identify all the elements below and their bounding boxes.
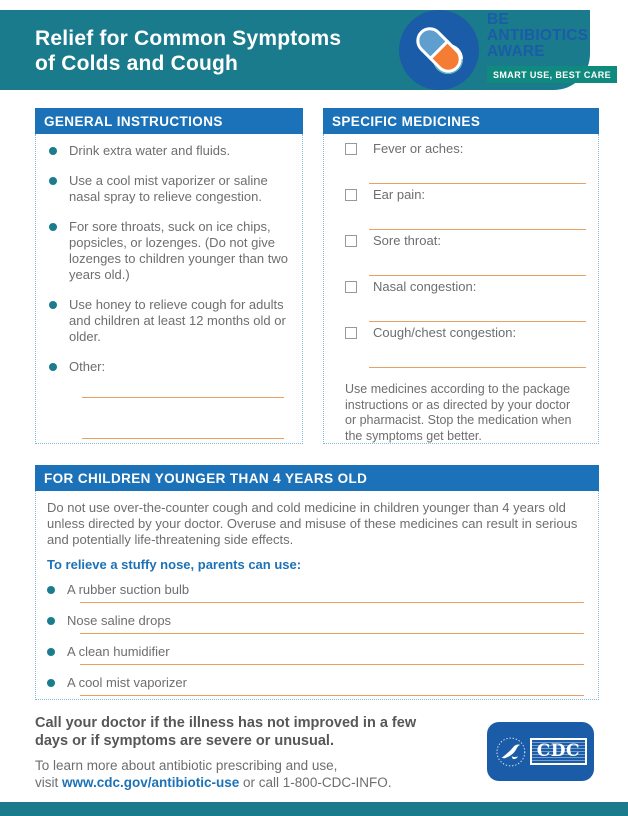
other-write-in-line[interactable]	[82, 397, 284, 398]
bullet-icon	[49, 363, 57, 371]
bullet-icon	[47, 586, 55, 594]
list-item-label: A rubber suction bulb	[67, 582, 190, 597]
page-title-line1: Relief for Common Symptoms	[35, 27, 342, 50]
medicine-write-in-line[interactable]	[369, 229, 586, 230]
list-item	[49, 173, 292, 205]
children-section-box	[35, 491, 599, 700]
list-item-label: Use honey to relieve cough for adults and children at least 12 months old or older.	[69, 297, 286, 344]
cdc-logo-text: CDC	[530, 738, 587, 765]
page-title-line2: of Colds and Cough	[35, 51, 239, 75]
general-instructions-section	[35, 108, 303, 444]
medicine-label: Nasal congestion:	[373, 279, 477, 294]
learn-more-line1: To learn more about antibiotic prescribing and use,	[35, 758, 338, 773]
bullet-icon	[47, 617, 55, 625]
checkbox[interactable]	[345, 281, 357, 293]
bullet-icon	[49, 147, 57, 155]
medicine-label: Ear pain:	[373, 187, 426, 202]
list-item-label: For sore throats, suck on ice chips, popsicles, or lozenges. (Do not give lozenges to children younger than two years old.)	[69, 219, 288, 282]
bullet-icon	[47, 679, 55, 687]
learn-more-text	[35, 758, 447, 791]
cdc-antibiotic-use-link[interactable]: www.cdc.gov/antibiotic-use	[62, 774, 240, 790]
general-instructions-box	[35, 134, 303, 444]
medicine-write-in-line[interactable]	[369, 183, 586, 184]
page-title	[35, 27, 341, 77]
logo-line-aware: AWARE	[487, 42, 545, 60]
list-item	[47, 582, 586, 603]
write-in-line[interactable]	[80, 633, 584, 634]
medicine-item	[345, 141, 586, 187]
visit-prefix: visit	[35, 774, 62, 790]
medicine-label: Fever or aches:	[373, 141, 464, 156]
medicines-note: Use medicines according to the package instructions or as directed by your doctor or pharmacist. Stop the medication when the symptoms get better.	[345, 382, 572, 443]
list-item	[49, 143, 292, 159]
logo-wordmark	[487, 12, 588, 59]
specific-medicines-section	[323, 108, 599, 444]
stuffy-nose-subheading: To relieve a stuffy nose, parents can use:	[47, 557, 302, 572]
general-instructions-header: GENERAL INSTRUCTIONS	[35, 108, 303, 134]
write-in-line[interactable]	[80, 695, 584, 696]
other-write-in-line[interactable]	[82, 438, 284, 439]
list-item	[49, 219, 292, 283]
children-section-header: FOR CHILDREN YOUNGER THAN 4 YEARS OLD	[35, 465, 599, 491]
cdc-logo	[487, 722, 594, 781]
write-in-line[interactable]	[80, 602, 584, 603]
hhs-eagle-icon	[494, 730, 528, 774]
logo-line-antibiotics: ANTIBIOTICS	[487, 26, 589, 44]
medicine-write-in-line[interactable]	[369, 367, 586, 368]
specific-medicines-box	[323, 134, 599, 444]
medicine-label: Cough/chest congestion:	[373, 325, 517, 340]
bullet-icon	[47, 648, 55, 656]
list-item	[47, 644, 586, 665]
list-item	[49, 297, 292, 345]
checkbox[interactable]	[345, 235, 357, 247]
medicine-write-in-line[interactable]	[369, 321, 586, 322]
medicine-item	[345, 187, 586, 233]
medicine-item	[345, 233, 586, 279]
logo-line-be: BE	[487, 11, 509, 28]
checkbox[interactable]	[345, 143, 357, 155]
bottom-teal-band	[0, 802, 628, 816]
medicine-item	[345, 279, 586, 325]
list-item	[47, 613, 586, 634]
list-item-label: Other:	[69, 359, 106, 374]
write-in-line[interactable]	[80, 664, 584, 665]
call-suffix: or call 1-800-CDC-INFO.	[239, 774, 392, 790]
children-paragraph: Do not use over-the-counter cough and cold medicine in children younger than 4 years old unless directed by your doctor. Overuse and misuse of these medicines can result in serious and potentially life-threatening side effects.	[47, 500, 578, 547]
medicine-label: Sore throat:	[373, 233, 441, 248]
checkbox[interactable]	[345, 327, 357, 339]
list-item-label: Nose saline drops	[67, 613, 172, 628]
bullet-icon	[49, 301, 57, 309]
learn-more-line2	[35, 775, 447, 792]
list-item	[47, 675, 586, 696]
be-antibiotics-aware-logo	[399, 10, 612, 92]
children-section	[35, 465, 599, 700]
call-doctor-text: Call your doctor if the illness has not improved in a few days or if symptoms are severe or unusual.	[35, 715, 417, 749]
list-item-label: Use a cool mist vaporizer or saline nasal spray to relieve congestion.	[69, 173, 268, 204]
checkbox[interactable]	[345, 189, 357, 201]
list-item	[49, 359, 292, 375]
bullet-icon	[49, 223, 57, 231]
footer-text-block	[35, 714, 447, 791]
list-item-label: A clean humidifier	[67, 644, 170, 659]
bullet-icon	[49, 177, 57, 185]
medicine-item	[345, 325, 586, 371]
specific-medicines-header: SPECIFIC MEDICINES	[323, 108, 599, 134]
list-item-label: Drink extra water and fluids.	[69, 143, 231, 158]
logo-tagline: SMART USE, BEST CARE	[487, 66, 617, 83]
medicine-write-in-line[interactable]	[369, 275, 586, 276]
list-item-label: A cool mist vaporizer	[67, 675, 187, 690]
pill-capsule-icon	[399, 10, 479, 90]
